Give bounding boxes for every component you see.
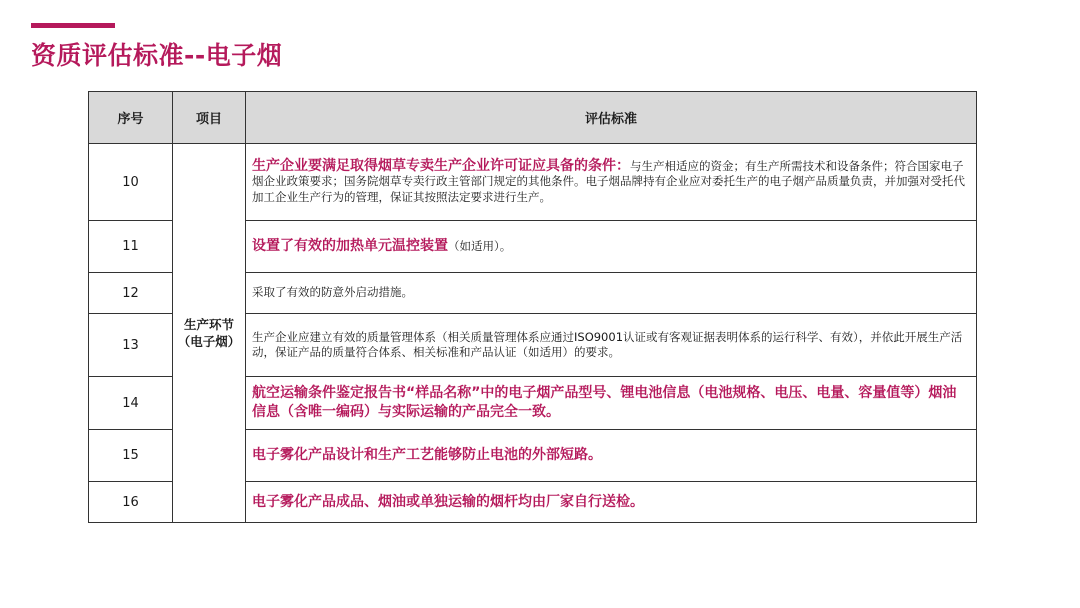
row-number: 13 — [89, 314, 173, 377]
row-number: 12 — [89, 273, 173, 314]
standard-highlight: 生产企业要满足取得烟草专卖生产企业许可证应具备的条件： — [252, 157, 630, 174]
row-number: 14 — [89, 377, 173, 430]
standard-highlight: 电子雾化产品成品、烟油或单独运输的烟杆均由厂家自行送检。 — [252, 493, 644, 510]
header-no: 序号 — [89, 92, 173, 144]
standard-cell — [246, 482, 977, 523]
table-row — [89, 144, 977, 221]
row-number: 11 — [89, 221, 173, 273]
standard-cell — [246, 314, 977, 377]
table-header-row — [89, 92, 977, 144]
header-standard: 评估标准 — [246, 92, 977, 144]
standard-cell — [246, 273, 977, 314]
row-number: 15 — [89, 430, 173, 482]
standard-cell — [246, 144, 977, 221]
standard-highlight: 航空运输条件鉴定报告书“样品名称”中的电子烟产品型号、锂电池信息（电池规格、电压、电量、容量值等）烟油信息（含唯一编码）与实际运输的产品完全一致。 — [252, 385, 957, 420]
header-item: 项目 — [173, 92, 246, 144]
standard-cell — [246, 430, 977, 482]
standard-highlight: 设置了有效的加热单元温控装置 — [252, 237, 448, 254]
row-number: 10 — [89, 144, 173, 221]
item-label-line2: （电子烟） — [177, 334, 241, 349]
page-title: 资质评估标准--电子烟 — [31, 41, 283, 70]
standard-cell — [246, 377, 977, 430]
standard-text: （如适用）。 — [448, 238, 512, 253]
standard-highlight: 电子雾化产品设计和生产工艺能够防止电池的外部短路。 — [252, 447, 602, 463]
item-label-line1: 生产环节 — [183, 317, 234, 332]
standard-text: 生产企业应建立有效的质量管理体系（相关质量管理体系应通过ISO9001认证或有客观证据表明体系的运行科学、有效），并依此开展生产活动，保证产品的质量符合体系、相关标准和产品认证（如适用）的要求。 — [252, 329, 963, 359]
row-number: 16 — [89, 482, 173, 523]
standard-text: 与生产相适应的资金；有生产所需技术和设备条件；符合国家电子烟企业政策要求；国务院烟草专卖行政主管部门规定的其他条件。电子烟品牌持有企业应对委托生产的电子烟产品质量负责，并加强对受托代加工企业生产行为的管理，保证其按照法定要求进行生产。 — [252, 158, 965, 204]
evaluation-standards-table — [88, 91, 977, 523]
item-cell — [173, 144, 246, 523]
standard-cell — [246, 221, 977, 273]
title-accent-bar — [31, 23, 115, 28]
standard-text: 采取了有效的防意外启动措施。 — [252, 285, 413, 300]
